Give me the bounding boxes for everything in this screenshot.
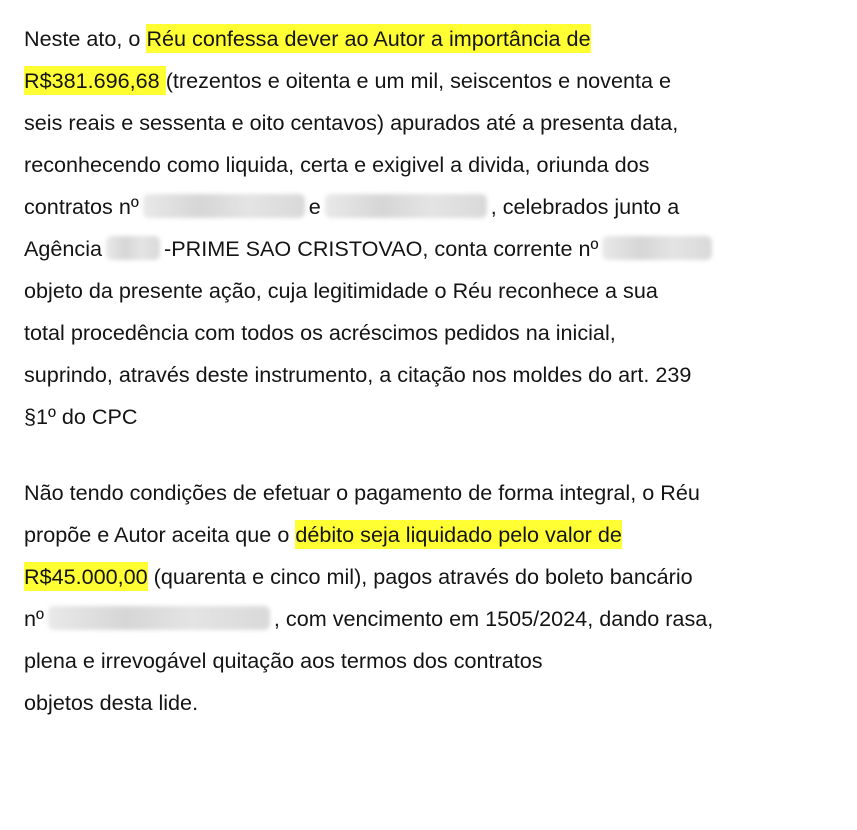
paragraph-payment <box>24 472 844 724</box>
redacted-contract-number <box>325 194 487 218</box>
text-line <box>24 228 844 270</box>
text-span: e <box>308 194 321 219</box>
paragraph-spacer <box>24 438 844 472</box>
text-line: objeto da presente ação, cuja legitimidade o Réu reconhece a sua <box>24 278 658 303</box>
text-span: (quarenta e cinco mil), pagos através do boleto bancário <box>147 564 693 589</box>
text-line: reconhecendo como liquida, certa e exigivel a divida, oriunda dos <box>24 152 650 177</box>
text-line <box>24 556 844 598</box>
text-line <box>24 598 844 640</box>
text-span: propõe e Autor aceita que o <box>24 522 296 547</box>
highlighted-amount: R$45.000,00 <box>24 564 148 589</box>
text-line <box>24 60 844 102</box>
text-line: total procedência com todos os acréscimos pedidos na inicial, <box>24 320 616 345</box>
text-span: Neste ato, o <box>24 26 147 51</box>
text-line <box>24 18 844 60</box>
redacted-contract-number <box>143 194 305 218</box>
text-line: seis reais e sessenta e oito centavos) apurados até a presenta data, <box>24 110 679 135</box>
text-span: , celebrados junto a <box>490 194 680 219</box>
text-line <box>24 186 844 228</box>
text-line: objetos desta lide. <box>24 690 199 715</box>
text-span: -PRIME SAO CRISTOVAO, conta corrente nº <box>164 236 599 261</box>
highlighted-amount: R$381.696,68 <box>24 68 166 93</box>
highlighted-text: Réu confessa dever ao Autor a importância de <box>146 26 591 51</box>
text-span: contratos nº <box>24 194 139 219</box>
text-line: Não tendo condições de efetuar o pagamento de forma integral, o Réu <box>24 480 700 505</box>
highlighted-text: débito seja liquidado pelo valor de <box>295 522 622 547</box>
text-line: §1º do CPC <box>24 404 138 429</box>
text-span: , com vencimento em 1505/2024, dando rasa, <box>273 606 714 631</box>
paragraph-confession <box>24 18 844 438</box>
redacted-account-number <box>602 236 712 260</box>
redacted-boleto-number <box>48 606 270 630</box>
text-span: (trezentos e oitenta e um mil, seiscentos e noventa e <box>165 68 672 93</box>
document-body <box>24 18 844 724</box>
text-span: Agência <box>24 236 103 261</box>
text-line: plena e irrevogável quitação aos termos dos contratos <box>24 648 543 673</box>
text-line: suprindo, através deste instrumento, a citação nos moldes do art. 239 <box>24 362 692 387</box>
redacted-agency-number <box>106 236 160 260</box>
text-span: nº <box>24 606 44 631</box>
text-line <box>24 514 844 556</box>
